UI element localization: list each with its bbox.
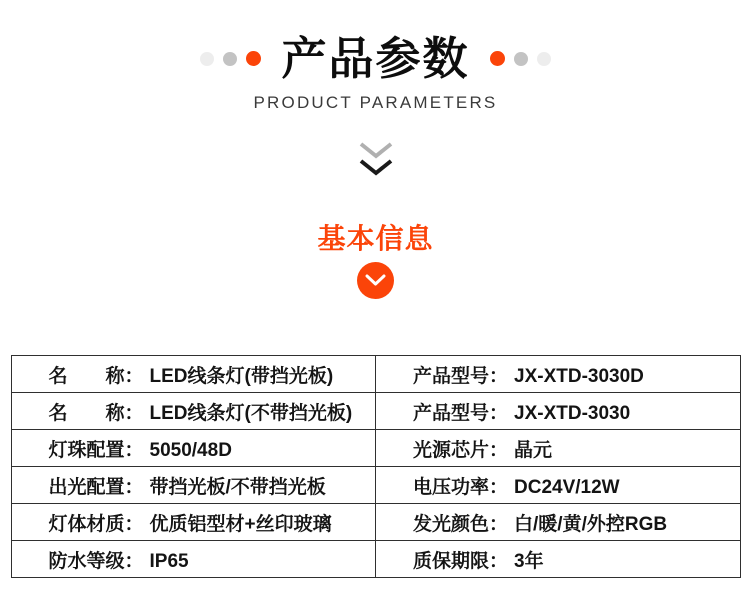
table-row xyxy=(11,430,740,467)
spec-colon: ： xyxy=(489,476,509,498)
spec-cell xyxy=(376,504,741,541)
page-subtitle: PRODUCT PARAMETERS xyxy=(253,93,498,112)
spec-value: IP65 xyxy=(149,550,189,572)
spec-cell xyxy=(376,541,741,578)
spec-table xyxy=(11,355,741,578)
spec-cell xyxy=(11,467,376,504)
spec-cell xyxy=(11,430,376,467)
spec-cell xyxy=(11,356,376,393)
spec-cell xyxy=(376,467,741,504)
decorative-dot xyxy=(537,52,551,66)
double-chevron-down-icon xyxy=(0,141,751,181)
spec-label: 灯珠配置 xyxy=(48,439,125,461)
spec-value: 优质铝型材+丝印玻璃 xyxy=(149,513,332,535)
spec-label: 光源芯片 xyxy=(413,439,490,461)
spec-colon: ： xyxy=(124,476,144,498)
spec-cell xyxy=(11,541,376,578)
table-row xyxy=(11,393,740,430)
spec-label: 灯体材质 xyxy=(48,513,125,535)
section-title: 基本信息 xyxy=(317,223,434,254)
spec-value: JX-XTD-3030 xyxy=(514,402,631,424)
spec-label: 电压功率 xyxy=(413,476,490,498)
spec-cell xyxy=(376,393,741,430)
spec-cell xyxy=(11,393,376,430)
spec-colon: ： xyxy=(489,402,509,424)
spec-cell xyxy=(11,504,376,541)
spec-colon: ： xyxy=(489,550,509,572)
spec-label: 产品型号 xyxy=(413,365,490,387)
page-title: 产品参数 xyxy=(281,33,470,84)
decorative-dot xyxy=(514,52,528,66)
decorative-dot xyxy=(490,51,505,66)
spec-value: JX-XTD-3030D xyxy=(514,365,644,387)
spec-label: 防水等级 xyxy=(48,550,125,572)
section-header xyxy=(0,0,751,113)
chevron-down-icon xyxy=(365,274,386,287)
spec-colon: ： xyxy=(124,439,144,461)
spec-label: 出光配置 xyxy=(48,476,125,498)
section-expand-button[interactable] xyxy=(357,262,394,299)
table-row xyxy=(11,504,740,541)
table-row xyxy=(11,467,740,504)
spec-value: LED线条灯(不带挡光板) xyxy=(149,402,353,424)
expand-button-wrap xyxy=(0,262,751,299)
table-row xyxy=(11,356,740,393)
spec-colon: ： xyxy=(489,365,509,387)
spec-value: 5050/48D xyxy=(149,439,232,461)
title-row xyxy=(0,33,751,84)
spec-cell xyxy=(376,430,741,467)
decorative-dot xyxy=(223,52,237,66)
spec-colon: ： xyxy=(124,402,144,424)
decorative-dot xyxy=(246,51,261,66)
spec-value: 白/暖/黄/外控RGB xyxy=(514,513,668,535)
spec-label: 名称 xyxy=(48,402,125,424)
spec-value: 晶元 xyxy=(514,439,553,461)
spec-value: LED线条灯(带挡光板) xyxy=(149,365,334,387)
spec-value: 3年 xyxy=(514,550,544,572)
spec-value: DC24V/12W xyxy=(514,476,620,498)
spec-colon: ： xyxy=(124,513,144,535)
decorative-dot xyxy=(200,52,214,66)
spec-label: 质保期限 xyxy=(413,550,490,572)
spec-value: 带挡光板/不带挡光板 xyxy=(149,476,326,498)
spec-label: 发光颜色 xyxy=(413,513,490,535)
spec-colon: ： xyxy=(489,439,509,461)
spec-cell xyxy=(376,356,741,393)
spec-label: 名称 xyxy=(48,365,125,387)
spec-colon: ： xyxy=(124,365,144,387)
table-row xyxy=(11,541,740,578)
spec-label: 产品型号 xyxy=(413,402,490,424)
decorative-dots-right xyxy=(490,51,551,66)
spec-colon: ： xyxy=(489,513,509,535)
spec-colon: ： xyxy=(124,550,144,572)
decorative-dots-left xyxy=(200,51,261,66)
